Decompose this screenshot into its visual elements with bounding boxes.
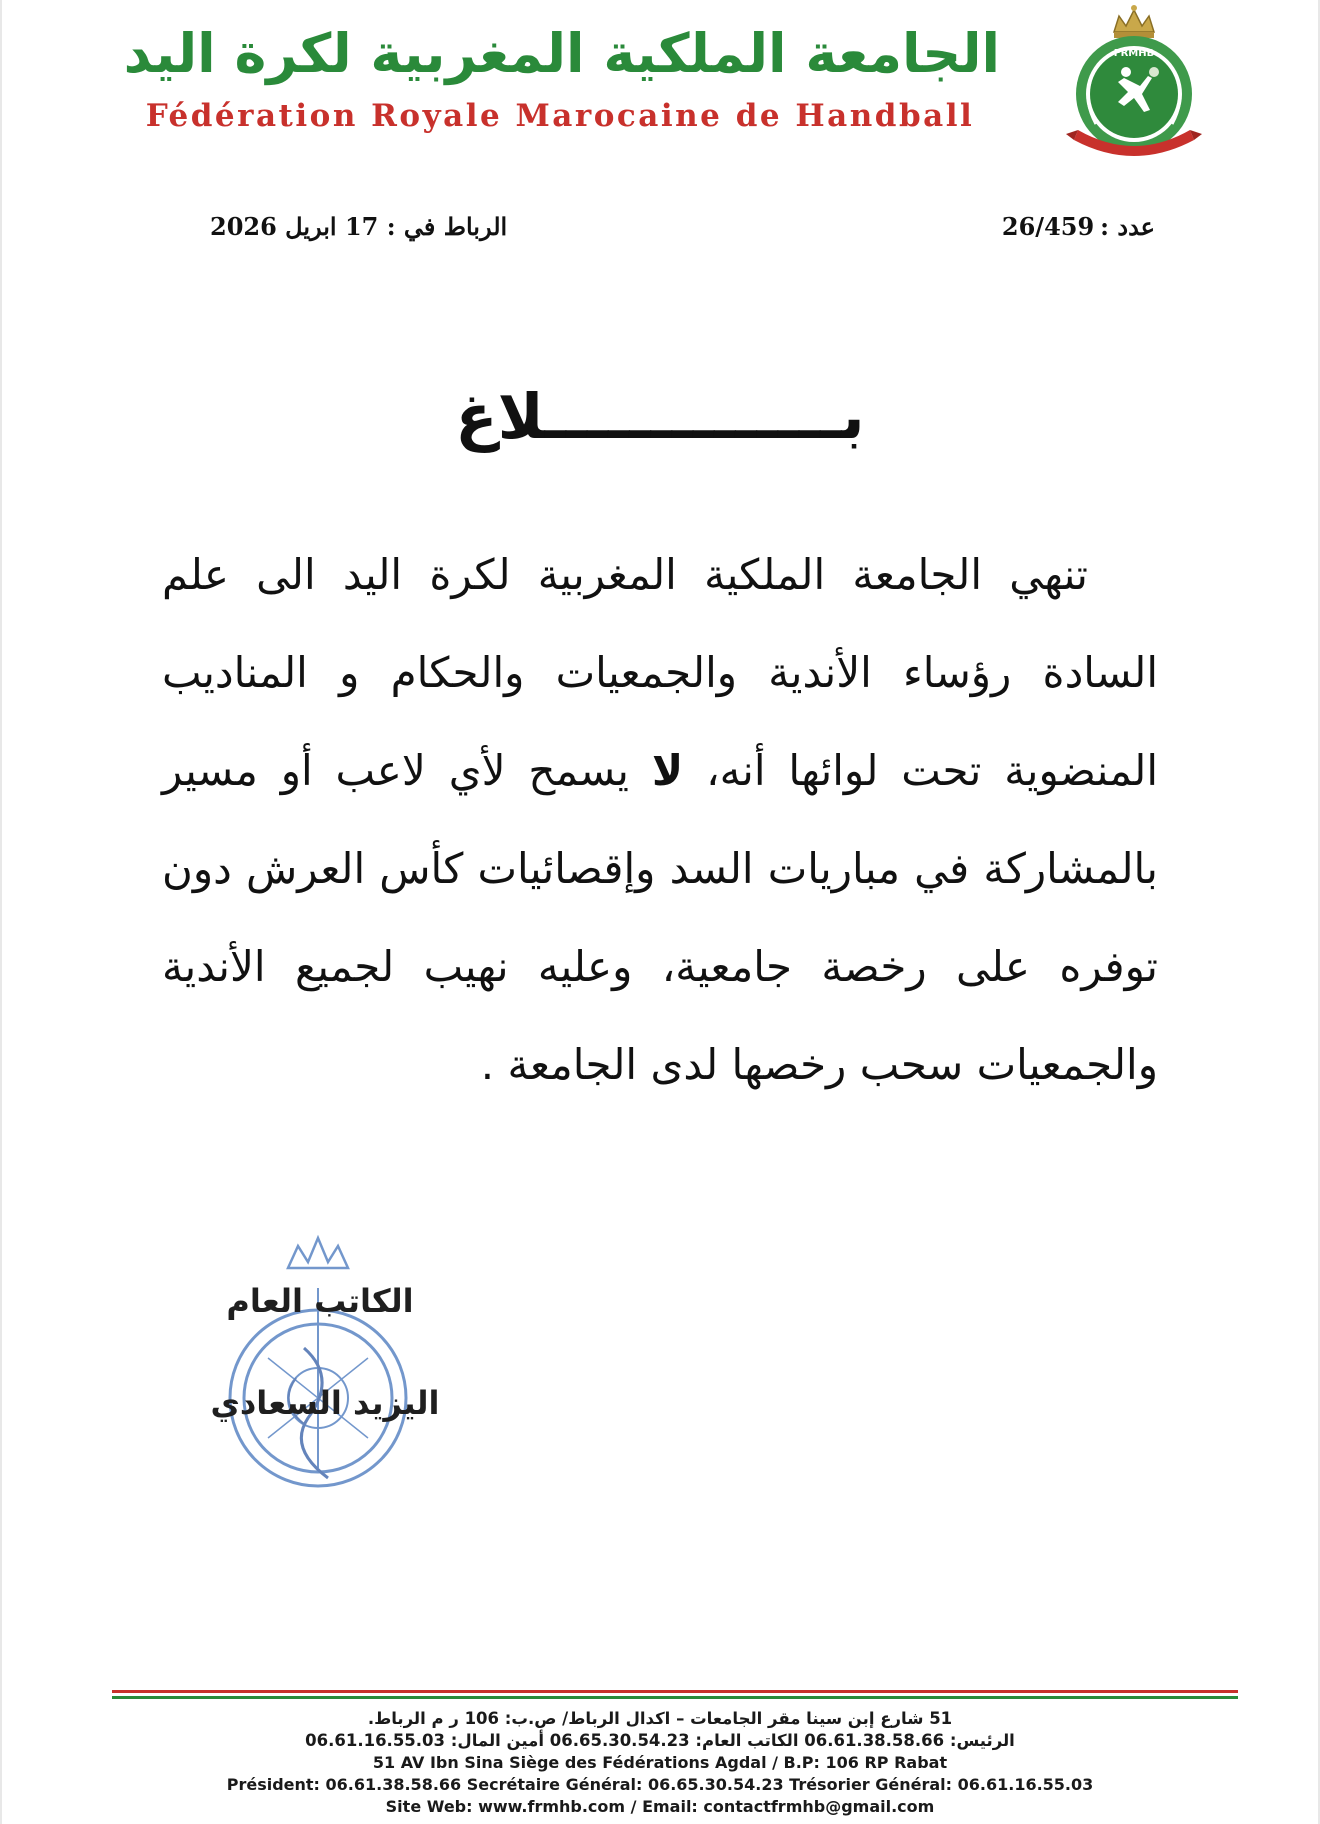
body-emphasis: لا (651, 746, 684, 795)
reference-number (1002, 212, 1155, 241)
signatory-name: اليزيد السعادي (210, 1384, 440, 1422)
footer-divider (112, 1690, 1238, 1699)
footer-address-arabic: 51 شارع إبن سينا مقر الجامعات – اكدال الرباط/ ص.ب: 106 ر م الرباط. (367, 1709, 953, 1728)
communique-body (162, 526, 1158, 1114)
logo-text: FRMHB (1113, 48, 1155, 59)
footer-phones-french: Président: 06.61.38.58.66 Secrétaire Général: 06.65.30.54.23 Trésorier Général: 06.61.16.55.03 (226, 1775, 1094, 1794)
footer-address-french: 51 AV Ibn Sina Siège des Fédérations Agdal / B.P: 106 RP Rabat (372, 1753, 948, 1772)
federation-name-arabic: الجامعة الملكية المغربية لكرة اليد (123, 22, 1000, 85)
official-stamp (208, 1228, 438, 1498)
footer-web-email: Site Web: www.frmhb.com / Email: contactfrmhb@gmail.com (385, 1797, 935, 1816)
body-part-1: تنهي الجامعة الملكية المغربية لكرة اليد الى علم السادة رؤساء الأندية والجمعيات والحكام و المناديب المنضوية تحت لوائها أنه، (162, 550, 1158, 795)
issue-date: الرباط في : 17 ابريل 2026 (210, 212, 508, 241)
body-part-2: يسمح لأي لاعب أو مسير بالمشاركة في مباريات السد وإقصائيات كأس العرش دون توفره على رخصة جامعية، وعليه نهيب لجميع الأندية والجمعيات سحب رخصها لدى الجامعة . (162, 746, 1158, 1089)
reference-value: 26/459 (1001, 212, 1095, 241)
communique-title: بــــــــــــــلاغ (455, 380, 865, 453)
frmhb-logo (1044, 2, 1224, 162)
footer-phones-arabic: الرئيس: 06.61.38.58.66 الكاتب العام: 06.65.30.54.23 أمين المال: 06.61.16.55.03 (305, 1731, 1015, 1750)
footer-contact (100, 1708, 1220, 1818)
signatory-title: الكاتب العام (226, 1282, 414, 1320)
reference-label: عدد : (1100, 212, 1155, 241)
crown-icon (1114, 5, 1154, 38)
federation-name-french: Fédération Royale Marocaine de Handball (145, 98, 975, 134)
